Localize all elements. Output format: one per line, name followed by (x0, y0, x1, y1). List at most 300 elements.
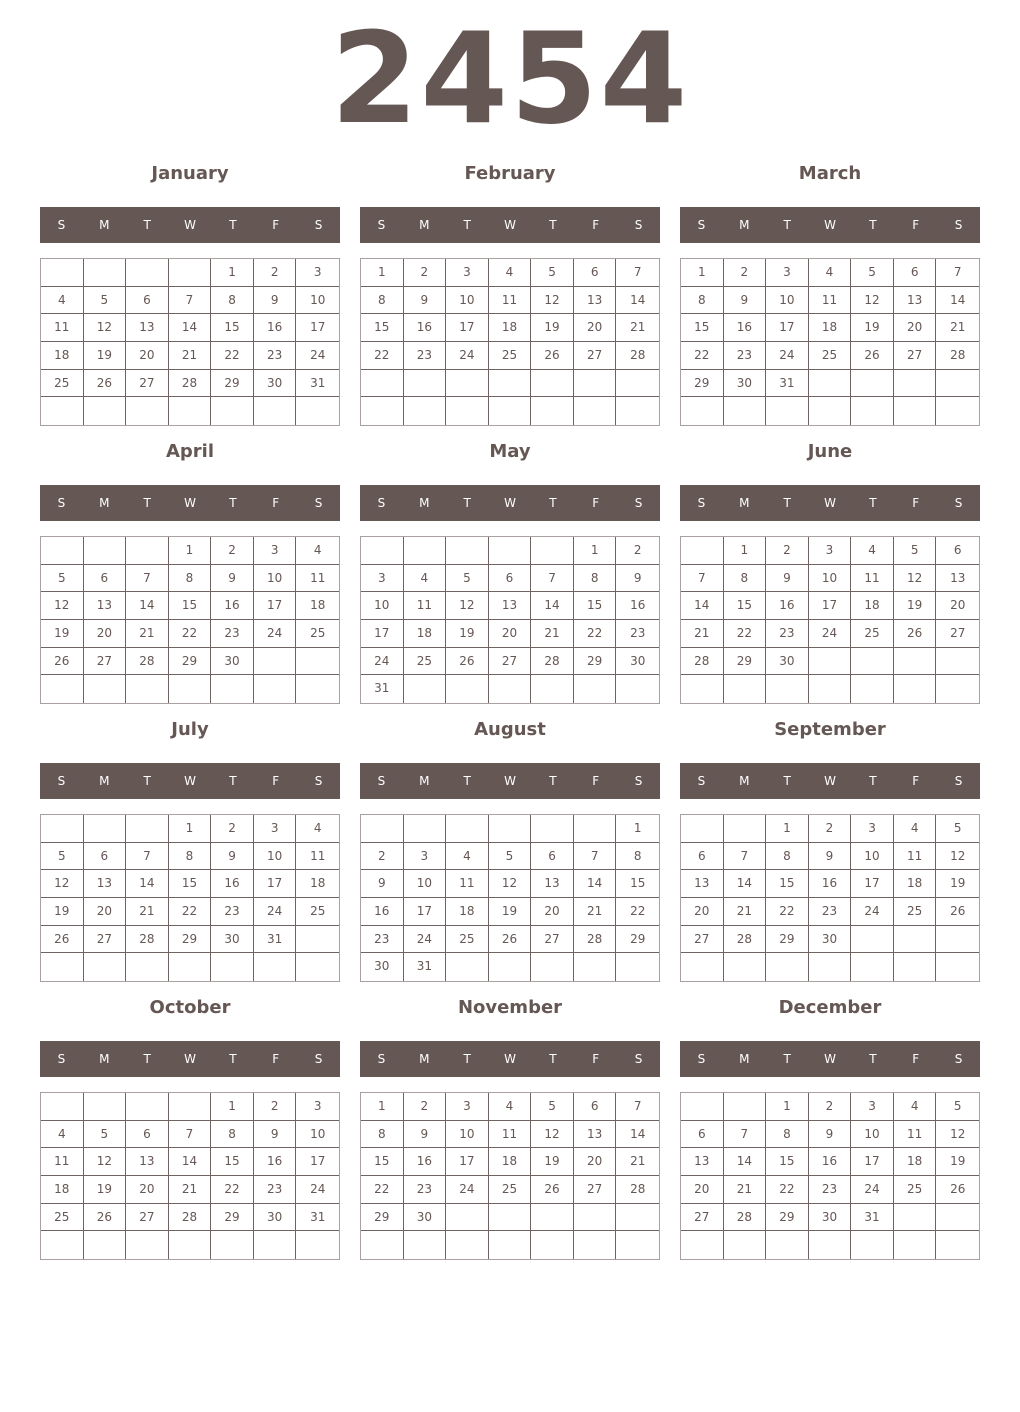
day-cell: 11 (489, 287, 532, 315)
day-cell: 7 (169, 1121, 212, 1149)
day-cell: 22 (169, 620, 212, 648)
day-cell (936, 1231, 979, 1259)
day-cell: 8 (169, 843, 212, 871)
day-cell: 30 (809, 926, 852, 954)
day-cell: 19 (851, 314, 894, 342)
year-title: 2454 (330, 5, 690, 152)
day-cell (446, 537, 489, 565)
weekday-label: T (463, 774, 471, 788)
day-cell (681, 1231, 724, 1259)
day-cell: 15 (169, 870, 212, 898)
day-cell: 24 (254, 898, 297, 926)
day-cell: 11 (894, 843, 937, 871)
day-cell: 25 (296, 898, 339, 926)
day-cell: 29 (211, 370, 254, 398)
day-cell (84, 537, 127, 565)
day-cell: 17 (361, 620, 404, 648)
day-cell: 25 (404, 648, 447, 676)
weekday-label: T (549, 496, 557, 510)
weekday-label: W (824, 1052, 836, 1066)
day-cell: 26 (446, 648, 489, 676)
day-cell: 1 (361, 1093, 404, 1121)
month-november (360, 994, 660, 1264)
day-cell (574, 953, 617, 981)
weekday-label: W (824, 774, 836, 788)
day-cell: 19 (531, 1148, 574, 1176)
day-cell: 11 (809, 287, 852, 315)
day-cell: 23 (361, 926, 404, 954)
day-cell (766, 1231, 809, 1259)
weekday-label: T (229, 774, 237, 788)
day-cell: 6 (531, 843, 574, 871)
day-cell: 3 (296, 1093, 339, 1121)
day-cell: 24 (296, 1176, 339, 1204)
weekday-header (680, 485, 980, 521)
day-cell: 28 (724, 926, 767, 954)
day-cell: 27 (936, 620, 979, 648)
day-cell: 26 (894, 620, 937, 648)
day-cell (531, 1204, 574, 1232)
day-cell: 30 (211, 648, 254, 676)
month-title: July (171, 719, 209, 740)
day-cell: 2 (404, 259, 447, 287)
day-cell (84, 259, 127, 287)
weekday-label: M (419, 218, 430, 232)
day-cell: 21 (936, 314, 979, 342)
weekday-label: M (419, 496, 430, 510)
day-cell (169, 1231, 212, 1259)
day-cell (169, 259, 212, 287)
day-cell: 21 (126, 620, 169, 648)
day-cell: 22 (211, 342, 254, 370)
day-cell: 30 (616, 648, 659, 676)
day-cell: 19 (446, 620, 489, 648)
day-cell: 17 (766, 314, 809, 342)
day-cell (809, 953, 852, 981)
day-cell (616, 1204, 659, 1232)
weekday-label: T (869, 218, 877, 232)
day-cell: 6 (489, 565, 532, 593)
day-cell: 25 (446, 926, 489, 954)
day-cell: 18 (489, 1148, 532, 1176)
day-cell: 3 (851, 1093, 894, 1121)
day-cell: 12 (84, 1148, 127, 1176)
day-cell (404, 397, 447, 425)
day-cell: 25 (489, 1176, 532, 1204)
day-cell: 8 (724, 565, 767, 593)
day-cell: 10 (404, 870, 447, 898)
day-cell: 4 (489, 259, 532, 287)
day-cell: 11 (404, 592, 447, 620)
day-cell (126, 537, 169, 565)
day-cell (41, 675, 84, 703)
day-grid (360, 1092, 660, 1260)
day-cell (84, 953, 127, 981)
day-cell: 7 (126, 565, 169, 593)
day-cell: 26 (489, 926, 532, 954)
day-cell: 5 (41, 565, 84, 593)
day-cell: 21 (169, 1176, 212, 1204)
month-july (40, 716, 340, 986)
day-cell: 5 (894, 537, 937, 565)
day-cell: 22 (361, 342, 404, 370)
day-cell: 27 (126, 1204, 169, 1232)
day-cell: 4 (446, 843, 489, 871)
day-cell: 4 (404, 565, 447, 593)
weekday-header (360, 763, 660, 799)
day-cell: 17 (851, 1148, 894, 1176)
day-cell (851, 370, 894, 398)
day-cell: 7 (616, 259, 659, 287)
day-cell (41, 953, 84, 981)
day-cell: 11 (851, 565, 894, 593)
weekday-label: W (184, 496, 196, 510)
day-cell: 11 (446, 870, 489, 898)
day-cell: 20 (936, 592, 979, 620)
day-cell: 16 (809, 870, 852, 898)
day-cell: 27 (681, 1204, 724, 1232)
day-cell: 5 (489, 843, 532, 871)
day-cell: 13 (84, 870, 127, 898)
day-cell (296, 648, 339, 676)
day-cell (84, 397, 127, 425)
weekday-label: M (99, 496, 110, 510)
weekday-label: T (869, 774, 877, 788)
day-cell: 17 (296, 1148, 339, 1176)
day-cell: 29 (211, 1204, 254, 1232)
day-cell: 4 (41, 1121, 84, 1149)
day-cell: 21 (681, 620, 724, 648)
weekday-label: S (954, 496, 963, 510)
day-cell (126, 259, 169, 287)
weekday-header (360, 485, 660, 521)
day-cell: 3 (404, 843, 447, 871)
day-cell: 9 (361, 870, 404, 898)
weekday-label: M (739, 774, 750, 788)
day-cell: 28 (681, 648, 724, 676)
day-cell (446, 397, 489, 425)
day-cell: 17 (809, 592, 852, 620)
day-cell: 7 (531, 565, 574, 593)
month-title: October (149, 997, 231, 1018)
day-cell: 18 (41, 342, 84, 370)
day-cell (84, 675, 127, 703)
day-cell: 13 (936, 565, 979, 593)
day-cell (574, 397, 617, 425)
day-cell (84, 1093, 127, 1121)
day-cell: 20 (84, 898, 127, 926)
day-cell: 6 (894, 259, 937, 287)
day-cell: 18 (894, 870, 937, 898)
day-cell: 10 (851, 1121, 894, 1149)
day-cell: 6 (574, 259, 617, 287)
weekday-label: T (463, 496, 471, 510)
day-cell: 4 (296, 815, 339, 843)
weekday-label: S (314, 774, 323, 788)
day-cell (936, 397, 979, 425)
day-cell (894, 397, 937, 425)
day-cell: 30 (254, 370, 297, 398)
weekday-label: S (314, 1052, 323, 1066)
weekday-label: W (824, 496, 836, 510)
weekday-label: S (634, 496, 643, 510)
day-cell (936, 953, 979, 981)
day-cell: 15 (766, 870, 809, 898)
day-cell: 12 (446, 592, 489, 620)
day-cell (126, 1093, 169, 1121)
day-cell (681, 953, 724, 981)
day-cell: 2 (809, 815, 852, 843)
day-cell: 1 (766, 1093, 809, 1121)
day-cell (361, 370, 404, 398)
day-cell (489, 815, 532, 843)
day-cell: 24 (851, 1176, 894, 1204)
weekday-label: F (272, 774, 280, 788)
weekday-label: M (739, 1052, 750, 1066)
day-grid (680, 536, 980, 704)
day-cell (489, 537, 532, 565)
day-cell: 6 (681, 843, 724, 871)
weekday-label: F (912, 774, 920, 788)
day-cell (404, 370, 447, 398)
day-cell: 19 (531, 314, 574, 342)
weekday-label: M (99, 774, 110, 788)
day-cell: 18 (851, 592, 894, 620)
day-cell (531, 537, 574, 565)
day-cell: 17 (404, 898, 447, 926)
day-cell: 18 (404, 620, 447, 648)
day-cell: 25 (41, 370, 84, 398)
day-cell: 22 (211, 1176, 254, 1204)
day-cell: 7 (574, 843, 617, 871)
day-cell: 23 (809, 1176, 852, 1204)
day-cell (894, 1204, 937, 1232)
day-cell: 31 (404, 953, 447, 981)
day-grid (40, 258, 340, 426)
day-cell: 15 (211, 314, 254, 342)
day-cell (936, 675, 979, 703)
day-cell: 26 (84, 370, 127, 398)
day-cell: 30 (254, 1204, 297, 1232)
weekday-label: M (99, 1052, 110, 1066)
day-cell: 30 (766, 648, 809, 676)
day-cell: 25 (809, 342, 852, 370)
day-cell: 5 (851, 259, 894, 287)
day-cell: 8 (766, 843, 809, 871)
day-cell: 10 (766, 287, 809, 315)
day-cell: 12 (936, 1121, 979, 1149)
day-cell: 23 (809, 898, 852, 926)
day-cell (894, 675, 937, 703)
month-title: February (464, 163, 556, 184)
day-cell (254, 953, 297, 981)
day-cell: 28 (616, 342, 659, 370)
day-cell: 10 (446, 287, 489, 315)
day-cell: 2 (361, 843, 404, 871)
day-cell (616, 397, 659, 425)
day-cell: 13 (894, 287, 937, 315)
day-cell: 16 (724, 314, 767, 342)
day-cell: 3 (361, 565, 404, 593)
day-grid (680, 258, 980, 426)
day-cell (809, 1231, 852, 1259)
day-cell: 20 (681, 898, 724, 926)
day-cell: 30 (404, 1204, 447, 1232)
day-cell: 30 (809, 1204, 852, 1232)
month-title: August (474, 719, 546, 740)
day-cell: 1 (724, 537, 767, 565)
day-cell: 2 (211, 537, 254, 565)
month-title: May (489, 441, 531, 462)
weekday-header (40, 485, 340, 521)
day-cell (126, 397, 169, 425)
day-cell: 31 (851, 1204, 894, 1232)
day-cell: 28 (936, 342, 979, 370)
day-cell (936, 370, 979, 398)
month-title: January (151, 163, 229, 184)
day-cell: 16 (404, 1148, 447, 1176)
day-cell: 19 (894, 592, 937, 620)
day-cell: 7 (126, 843, 169, 871)
day-cell (41, 815, 84, 843)
day-cell (41, 1231, 84, 1259)
day-cell (616, 953, 659, 981)
day-cell: 13 (574, 287, 617, 315)
day-cell (851, 675, 894, 703)
day-cell: 1 (574, 537, 617, 565)
day-cell (574, 815, 617, 843)
day-cell: 24 (809, 620, 852, 648)
day-cell: 14 (724, 1148, 767, 1176)
day-cell (531, 397, 574, 425)
day-cell (126, 953, 169, 981)
day-cell: 28 (724, 1204, 767, 1232)
day-cell (616, 675, 659, 703)
weekday-header (680, 207, 980, 243)
weekday-label: M (419, 774, 430, 788)
weekday-label: T (229, 496, 237, 510)
day-cell (894, 1231, 937, 1259)
weekday-label: T (143, 218, 151, 232)
day-cell: 28 (126, 926, 169, 954)
day-cell: 12 (531, 1121, 574, 1149)
weekday-label: S (697, 1052, 706, 1066)
day-cell: 17 (254, 870, 297, 898)
day-cell (84, 1231, 127, 1259)
day-cell (169, 397, 212, 425)
day-cell: 12 (41, 592, 84, 620)
day-grid (680, 1092, 980, 1260)
day-cell: 9 (254, 1121, 297, 1149)
day-cell: 9 (254, 287, 297, 315)
day-cell: 26 (41, 648, 84, 676)
day-cell (126, 1231, 169, 1259)
weekday-header (680, 1041, 980, 1077)
day-cell: 17 (296, 314, 339, 342)
day-cell: 27 (531, 926, 574, 954)
day-cell: 20 (894, 314, 937, 342)
day-cell (936, 1204, 979, 1232)
month-march (680, 160, 980, 430)
day-cell: 2 (404, 1093, 447, 1121)
day-cell: 21 (616, 314, 659, 342)
day-cell: 27 (681, 926, 724, 954)
weekday-label: T (463, 1052, 471, 1066)
month-may (360, 438, 660, 708)
weekday-label: S (377, 218, 386, 232)
day-cell (894, 648, 937, 676)
weekday-label: W (504, 218, 516, 232)
weekday-label: M (739, 496, 750, 510)
day-cell (851, 648, 894, 676)
day-cell (724, 1231, 767, 1259)
day-cell: 23 (254, 342, 297, 370)
day-cell: 23 (766, 620, 809, 648)
day-cell (531, 815, 574, 843)
day-cell: 29 (361, 1204, 404, 1232)
weekday-label: S (954, 1052, 963, 1066)
weekday-label: S (377, 1052, 386, 1066)
day-cell: 30 (724, 370, 767, 398)
day-cell: 3 (446, 259, 489, 287)
weekday-label: T (229, 1052, 237, 1066)
weekday-label: T (143, 1052, 151, 1066)
day-cell: 22 (361, 1176, 404, 1204)
day-cell (489, 1204, 532, 1232)
day-cell: 18 (489, 314, 532, 342)
day-cell: 15 (361, 314, 404, 342)
day-cell: 2 (766, 537, 809, 565)
day-cell: 8 (766, 1121, 809, 1149)
day-cell: 1 (211, 1093, 254, 1121)
weekday-label: T (143, 774, 151, 788)
day-grid (360, 536, 660, 704)
weekday-label: S (697, 218, 706, 232)
weekday-label: T (229, 218, 237, 232)
month-june (680, 438, 980, 708)
day-cell: 13 (681, 870, 724, 898)
weekday-label: W (184, 218, 196, 232)
day-cell: 1 (169, 537, 212, 565)
day-cell: 22 (724, 620, 767, 648)
weekday-label: W (504, 774, 516, 788)
day-cell: 8 (169, 565, 212, 593)
day-cell: 17 (254, 592, 297, 620)
day-cell: 11 (894, 1121, 937, 1149)
day-cell: 20 (574, 1148, 617, 1176)
day-cell: 14 (126, 870, 169, 898)
day-cell: 12 (894, 565, 937, 593)
day-cell: 14 (681, 592, 724, 620)
month-title: March (798, 163, 862, 184)
day-cell: 16 (211, 592, 254, 620)
day-cell (296, 1231, 339, 1259)
day-cell: 30 (361, 953, 404, 981)
day-cell: 20 (681, 1176, 724, 1204)
day-cell (766, 397, 809, 425)
day-cell (531, 953, 574, 981)
day-cell (616, 1231, 659, 1259)
day-cell: 3 (766, 259, 809, 287)
day-cell: 10 (809, 565, 852, 593)
day-grid (40, 536, 340, 704)
day-cell (681, 537, 724, 565)
day-cell: 7 (681, 565, 724, 593)
day-cell: 13 (126, 1148, 169, 1176)
day-cell: 29 (574, 648, 617, 676)
day-cell (531, 675, 574, 703)
day-cell: 13 (489, 592, 532, 620)
